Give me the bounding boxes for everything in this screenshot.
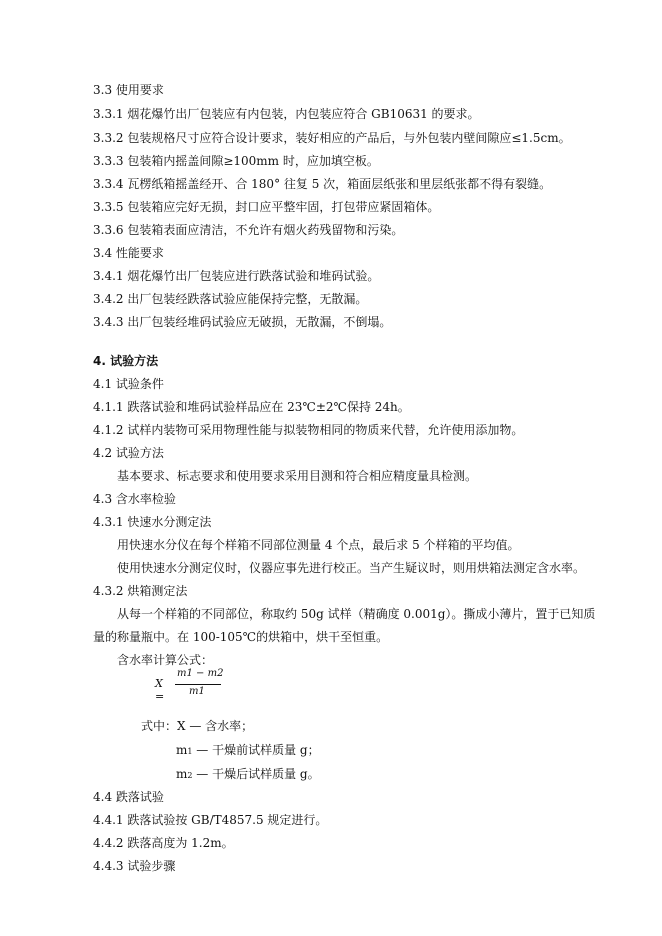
definition-m2-symbol: m bbox=[176, 767, 188, 781]
clause-4-4-1: 4.4.1 跌落试验按 GB/T4857.5 规定进行。 bbox=[93, 813, 328, 827]
definition-m1-index: 1 bbox=[187, 747, 193, 756]
clause-3-3-3: 3.3.3 包装箱内摇盖间隙≥100mm 时，应加填空板。 bbox=[93, 154, 379, 168]
clause-3-3-5: 3.3.5 包装箱应完好无损，封口应平整牢固，打包带应紧固箱体。 bbox=[93, 200, 440, 214]
clause-3-4-3: 3.4.3 出厂包装经堆码试验应无破损，无散漏，不倒塌。 bbox=[93, 315, 392, 329]
clause-4-3-1-body-1: 用快速水分仪在每个样箱不同部位测量 4 个点，最后求 5 个样箱的平均值。 bbox=[117, 538, 520, 552]
section-4-2-body: 基本要求、标志要求和使用要求采用目测和符合相应精度量具检测。 bbox=[117, 469, 478, 483]
clause-4-4-3: 4.4.3 试验步骤 bbox=[93, 859, 176, 873]
clause-4-3-2-heading: 4.3.2 烘箱测定法 bbox=[93, 584, 188, 598]
definition-m1-symbol: m bbox=[176, 743, 188, 757]
section-4-3-heading: 4.3 含水率检验 bbox=[93, 492, 176, 506]
definition-m1-text: — 干燥前试样质量 g； bbox=[192, 743, 320, 757]
clause-4-3-2-body-2: 量的称量瓶中。在 100-105℃的烘箱中，烘干至恒重。 bbox=[93, 630, 389, 644]
section-4-1-heading: 4.1 试验条件 bbox=[93, 377, 164, 391]
formula-lhs: X = bbox=[155, 677, 165, 703]
formula-intro: 含水率计算公式： bbox=[117, 653, 214, 667]
clause-4-1-1: 4.1.1 跌落试验和堆码试验样品应在 23℃±2℃保持 24h。 bbox=[93, 400, 410, 414]
definition-x: 式中：X — 含水率； bbox=[141, 719, 254, 733]
clause-4-1-2: 4.1.2 试样内装物可采用物理性能与拟装物相同的物质来代替，允许使用添加物。 bbox=[93, 423, 524, 437]
clause-3-3-6: 3.3.6 包装箱表面应清洁，不允许有烟火药残留物和污染。 bbox=[93, 223, 404, 237]
formula-numerator: m1 − m2 bbox=[177, 668, 224, 679]
definition-m1 bbox=[176, 742, 320, 760]
section-3-3-heading: 3.3 使用要求 bbox=[93, 83, 164, 97]
clause-3-3-2: 3.3.2 包装规格尺寸应符合设计要求，装好相应的产品后，与外包装内壁间隙应≤1.5cm。 bbox=[93, 131, 571, 145]
clause-3-3-1: 3.3.1 烟花爆竹出厂包装应有内包装，内包装应符合 GB10631 的要求。 bbox=[93, 107, 480, 121]
clause-3-3-4: 3.3.4 瓦楞纸箱摇盖经开、合 180° 往复 5 次，箱面层纸张和里层纸张都不得有裂缝。 bbox=[93, 177, 552, 191]
clause-3-4-2: 3.4.2 出厂包装经跌落试验应能保持完整，无散漏。 bbox=[93, 292, 368, 306]
section-4-4-heading: 4.4 跌落试验 bbox=[93, 790, 164, 804]
section-3-4-heading: 3.4 性能要求 bbox=[93, 246, 164, 260]
fraction-bar bbox=[175, 684, 221, 685]
clause-4-3-2-body-1: 从每一个样箱的不同部位，称取约 50g 试样（精确度 0.001g）。撕成小薄片，置于已知质 bbox=[117, 607, 596, 621]
clause-4-4-2: 4.4.2 跌落高度为 1.2m。 bbox=[93, 836, 234, 850]
formula-denominator: m1 bbox=[189, 686, 205, 697]
section-4-2-heading: 4.2 试验方法 bbox=[93, 446, 164, 460]
clause-4-3-1-heading: 4.3.1 快速水分测定法 bbox=[93, 515, 212, 529]
definition-m2-index: 2 bbox=[187, 771, 193, 780]
definition-m2-text: — 干燥后试样质量 g。 bbox=[192, 767, 320, 781]
clause-3-4-1: 3.4.1 烟花爆竹出厂包装应进行跌落试验和堆码试验。 bbox=[93, 269, 380, 283]
chapter-4-heading: 4. 试验方法 bbox=[93, 354, 159, 368]
definition-m2 bbox=[176, 766, 320, 784]
clause-4-3-1-body-2: 使用快速水分测定仪时，仪器应事先进行校正。当产生疑议时，则用烘箱法测定含水率。 bbox=[117, 561, 586, 575]
